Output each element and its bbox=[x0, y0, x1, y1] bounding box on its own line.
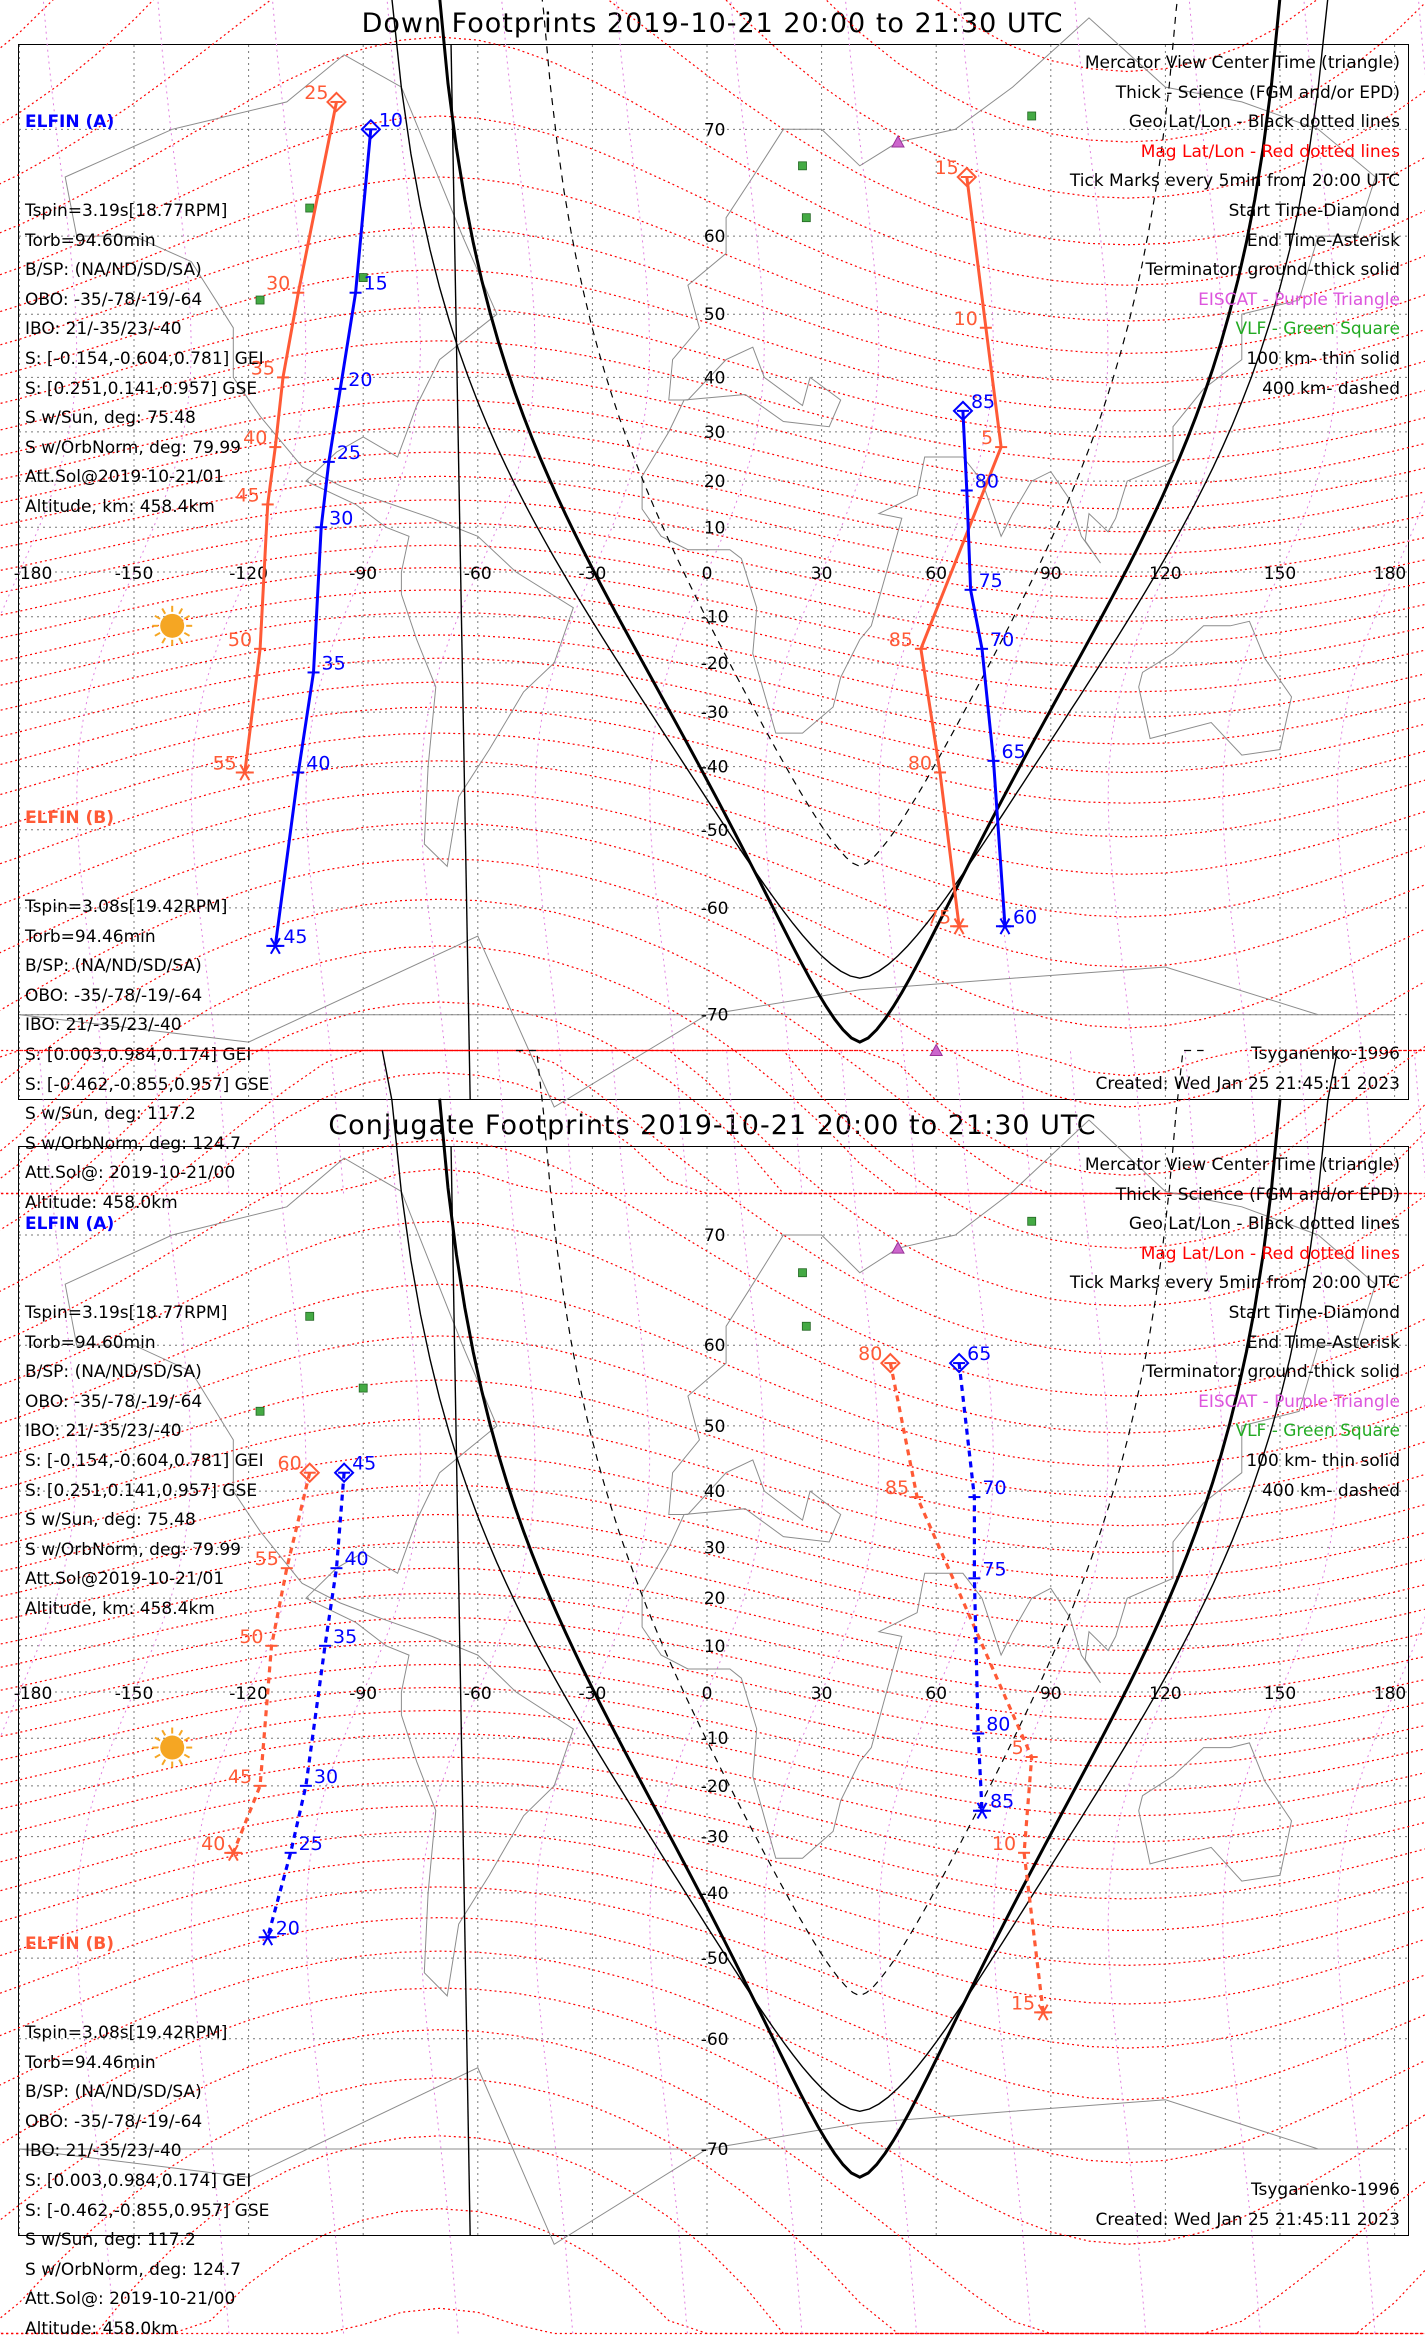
lon-tick-label: -30 bbox=[578, 1684, 607, 1704]
tick-label: 25 bbox=[298, 1832, 323, 1855]
sun-ray bbox=[162, 1760, 165, 1765]
panel-title-down: Down Footprints 2019-10-21 20:00 to 21:30 UTC bbox=[361, 8, 1064, 39]
footprint-trace bbox=[268, 1473, 344, 1938]
vlf-square bbox=[306, 204, 314, 212]
tick-label: 80 bbox=[907, 752, 933, 775]
tick-label: 20 bbox=[275, 1917, 300, 1940]
lat-tick-label: -10 bbox=[700, 1729, 729, 1750]
elfin-a-line: S: [0.251,0.141,0.957] GSE bbox=[25, 1480, 258, 1501]
elfin-a-line: S w/Sun, deg: 75.48 bbox=[25, 1510, 196, 1531]
tick-label: 80 bbox=[858, 1343, 883, 1366]
elfin-b-line: IBO: 21/-35/23/-40 bbox=[25, 2141, 182, 2162]
lat-tick-label: 60 bbox=[703, 1336, 726, 1357]
footer-info bbox=[1095, 2176, 1400, 2235]
elfin-b-line: OBO: -35/-78/-19/-64 bbox=[25, 985, 203, 1006]
lon-tick-label: -90 bbox=[349, 1684, 378, 1704]
sun-ray bbox=[155, 616, 160, 619]
vlf-square bbox=[799, 1269, 807, 1277]
lat-tick-label: -40 bbox=[700, 757, 729, 778]
created-label: Created: Wed Jan 25 21:45:11 2023 bbox=[1095, 1073, 1400, 1094]
vlf-square bbox=[802, 1322, 810, 1330]
legend-item: Start Time-Diamond bbox=[1228, 1302, 1400, 1323]
tick-label: 30 bbox=[266, 272, 291, 295]
lon-tick-label: -60 bbox=[463, 564, 492, 584]
lat-tick-label: 40 bbox=[703, 368, 726, 389]
tick-label: 25 bbox=[304, 81, 329, 104]
sun-ray bbox=[184, 1738, 189, 1741]
lon-tick-label: -180 bbox=[13, 1684, 53, 1704]
lon-tick-label: -120 bbox=[229, 1684, 268, 1704]
lat-tick-label: 70 bbox=[703, 1226, 726, 1247]
tick-label: 35 bbox=[321, 652, 346, 675]
tick-label: 10 bbox=[953, 307, 978, 330]
lat-tick-label: -20 bbox=[700, 653, 729, 674]
tick-label: 40 bbox=[306, 752, 331, 775]
elfin-b-line: B/SP: (NA/ND/SD/SA) bbox=[25, 956, 202, 977]
tick-label: 35 bbox=[250, 357, 275, 380]
lon-tick-label: 30 bbox=[810, 1684, 833, 1704]
lat-tick-label: -70 bbox=[700, 1005, 729, 1026]
lon-tick-label: -180 bbox=[13, 564, 53, 584]
lon-tick-label: -120 bbox=[229, 564, 268, 584]
legend-item: Mag Lat/Lon - Red dotted lines bbox=[1140, 141, 1400, 162]
elfin-b-line: B/SP: (NA/ND/SD/SA) bbox=[25, 2082, 202, 2103]
elfin-a-line: Torb=94.60min bbox=[25, 1332, 156, 1353]
legend-item: Terminator: ground-thick solid bbox=[1145, 260, 1400, 281]
sun-icon bbox=[160, 1736, 184, 1760]
tick-label: 60 bbox=[1012, 906, 1038, 929]
elfin-a-line: Tspin=3.19s[18.77RPM] bbox=[25, 1302, 228, 1323]
lon-tick-label: 90 bbox=[1039, 1684, 1062, 1704]
sun-icon bbox=[160, 614, 184, 638]
legend-item: 100 km- thin solid bbox=[1246, 348, 1400, 369]
sun-ray bbox=[179, 608, 182, 613]
legend-item: Thick - Science (FGM and/or EPD) bbox=[1115, 1184, 1400, 1205]
elfin-a-line: S: [-0.154,-0.604,0.781] GEI bbox=[25, 348, 264, 369]
tick-label: 40 bbox=[243, 427, 268, 450]
legend-item: Geo Lat/Lon - Black dotted lines bbox=[1128, 1214, 1400, 1235]
legend-item: Mercator View Center Time (triangle) bbox=[1084, 1155, 1400, 1175]
elfin-b-info bbox=[25, 745, 270, 1213]
tick-label: 65 bbox=[967, 1343, 992, 1366]
elfin-b-line: Torb=94.46min bbox=[25, 926, 156, 947]
panel-title-conjugate: Conjugate Footprints 2019-10-21 20:00 to 21:30 UTC bbox=[328, 1110, 1097, 1141]
created-label: Created: Wed Jan 25 21:45:11 2023 bbox=[1095, 2209, 1400, 2230]
sun-ray bbox=[179, 638, 182, 643]
lat-tick-label: 40 bbox=[703, 1482, 726, 1503]
lon-tick-label: 90 bbox=[1039, 564, 1062, 584]
tick-label: 15 bbox=[934, 156, 959, 179]
legend-item: EISCAT - Purple Triangle bbox=[1198, 289, 1400, 310]
lat-tick-label: 20 bbox=[703, 1589, 726, 1610]
tick-label: 85 bbox=[970, 390, 996, 413]
legend-item: Mag Lat/Lon - Red dotted lines bbox=[1140, 1243, 1400, 1264]
elfin-a-line: IBO: 21/-35/23/-40 bbox=[25, 319, 182, 340]
lat-tick-label: -50 bbox=[700, 1949, 729, 1970]
elfin-b-line: OBO: -35/-78/-19/-64 bbox=[25, 2111, 203, 2132]
footprint-trace bbox=[275, 129, 371, 946]
elfin-b-line: Att.Sol@: 2019-10-21/00 bbox=[25, 1163, 236, 1184]
tick-label: 55 bbox=[212, 752, 237, 775]
sun-ray bbox=[162, 638, 165, 643]
legend-item: Geo Lat/Lon - Black dotted lines bbox=[1128, 112, 1400, 133]
elfin-a-line: Altitude, km: 458.4km bbox=[25, 496, 215, 517]
legend bbox=[1070, 1151, 1400, 1506]
tick-label: 30 bbox=[313, 1765, 339, 1788]
lon-tick-label: 60 bbox=[925, 1684, 948, 1704]
tick-label: 25 bbox=[336, 441, 362, 464]
lat-tick-label: -10 bbox=[700, 607, 729, 628]
lon-tick-label: 150 bbox=[1263, 564, 1297, 584]
elfin-b-line: Att.Sol@: 2019-10-21/00 bbox=[25, 2289, 236, 2310]
tick-label: 20 bbox=[348, 368, 373, 391]
lat-tick-label: -30 bbox=[700, 1827, 729, 1848]
coastline bbox=[1139, 621, 1292, 755]
tick-label: 85 bbox=[884, 1477, 910, 1500]
model-label: Tsyganenko-1996 bbox=[1250, 2180, 1400, 2200]
lon-tick-label: 60 bbox=[925, 564, 948, 584]
vlf-square bbox=[799, 162, 807, 170]
elfin-b-line: IBO: 21/-35/23/-40 bbox=[25, 1015, 182, 1036]
legend-item: Start Time-Diamond bbox=[1228, 200, 1400, 221]
tick-label: 50 bbox=[227, 628, 253, 651]
tick-label: 10 bbox=[378, 109, 404, 132]
elfin-b-line: S w/OrbNorm, deg: 124.7 bbox=[25, 2259, 242, 2280]
tick-label: 75 bbox=[926, 906, 952, 929]
sun-ray bbox=[162, 1730, 165, 1735]
elfin-b-info bbox=[25, 1871, 270, 2339]
lon-tick-label: 0 bbox=[701, 564, 713, 584]
tick-label: 30 bbox=[329, 507, 354, 530]
elfin-b-line: S w/OrbNorm, deg: 124.7 bbox=[25, 1133, 242, 1154]
tick-label: 40 bbox=[344, 1548, 369, 1571]
map-panel-conjugate bbox=[13, 1146, 1409, 2339]
lat-tick-label: -20 bbox=[700, 1776, 729, 1797]
elfin-b-line: S: [-0.462,-0.855,0.957] GSE bbox=[25, 1074, 270, 1095]
tick-label: 10 bbox=[991, 1832, 1017, 1855]
lat-tick-label: 50 bbox=[703, 305, 726, 326]
elfin-b-line: Tspin=3.08s[19.42RPM] bbox=[25, 896, 228, 917]
lon-tick-label: -90 bbox=[349, 564, 378, 584]
elfin-a-line: IBO: 21/-35/23/-40 bbox=[25, 1421, 182, 1442]
model-label: Tsyganenko-1996 bbox=[1250, 1044, 1400, 1064]
lat-tick-label: -50 bbox=[700, 820, 729, 841]
elfin-a-line: Altitude, km: 458.4km bbox=[25, 1598, 215, 1619]
lon-tick-label: 30 bbox=[810, 564, 833, 584]
legend-item: VLF - Green Square bbox=[1235, 1421, 1400, 1442]
tick-label: 85 bbox=[888, 628, 913, 651]
elfin-a-line: S w/Sun, deg: 75.48 bbox=[25, 408, 196, 429]
tick-label: 75 bbox=[982, 1558, 1007, 1581]
elfin-b-label: ELFIN (B) bbox=[25, 1934, 115, 1955]
elfin-b-line: S: [0.003,0.984,0.174] GEI bbox=[25, 1044, 252, 1065]
elfin-b-line: Altitude: 458.0km bbox=[25, 2318, 178, 2339]
elfin-a-label: ELFIN (A) bbox=[25, 112, 115, 133]
lat-tick-label: -60 bbox=[700, 898, 729, 919]
elfin-a-line: S: [0.251,0.141,0.957] GSE bbox=[25, 378, 258, 399]
lat-tick-label: 30 bbox=[703, 422, 726, 443]
lon-tick-label: 120 bbox=[1149, 564, 1182, 584]
tick-label: 40 bbox=[201, 1832, 226, 1855]
legend-item: Mercator View Center Time (triangle) bbox=[1084, 53, 1400, 73]
sun-ray bbox=[179, 1760, 182, 1765]
legend-item: Thick - Science (FGM and/or EPD) bbox=[1115, 82, 1400, 103]
lat-tick-label: -60 bbox=[700, 2029, 729, 2050]
tick-label: 75 bbox=[978, 569, 1003, 592]
elfin-a-info bbox=[25, 1151, 264, 1619]
lat-tick-label: 20 bbox=[703, 472, 726, 493]
tick-label: 65 bbox=[1001, 740, 1026, 763]
sun-ray bbox=[179, 1730, 182, 1735]
lon-tick-label: -30 bbox=[578, 564, 607, 584]
elfin-a-line: S w/OrbNorm, deg: 79.99 bbox=[25, 1539, 242, 1560]
tick-label: 85 bbox=[990, 1790, 1015, 1813]
tick-label: 5 bbox=[981, 427, 994, 450]
vlf-square bbox=[359, 1384, 367, 1392]
legend-item: 400 km- dashed bbox=[1262, 1480, 1400, 1501]
legend-item: Terminator: ground-thick solid bbox=[1145, 1362, 1400, 1383]
tick-label: 50 bbox=[239, 1625, 264, 1648]
elfin-a-line: S w/OrbNorm, deg: 79.99 bbox=[25, 437, 242, 458]
tick-label: 5 bbox=[1011, 1736, 1024, 1759]
lon-tick-label: 0 bbox=[701, 1684, 713, 1704]
elfin-a-line: OBO: -35/-78/-19/-64 bbox=[25, 289, 203, 310]
footer-info bbox=[1095, 1040, 1400, 1099]
lat-tick-label: -40 bbox=[700, 1883, 729, 1904]
sun-ray bbox=[155, 633, 160, 636]
sun-ray bbox=[184, 1755, 189, 1758]
legend-item: 100 km- thin solid bbox=[1246, 1450, 1400, 1471]
tick-label: 35 bbox=[333, 1625, 358, 1648]
tick-label: 45 bbox=[283, 925, 308, 948]
lon-tick-label: 180 bbox=[1373, 564, 1407, 584]
lat-tick-label: 10 bbox=[703, 518, 726, 539]
lat-tick-label: 70 bbox=[703, 120, 726, 141]
lat-tick-label: 10 bbox=[703, 1636, 726, 1657]
legend-item: EISCAT - Purple Triangle bbox=[1198, 1391, 1400, 1412]
elfin-b-label: ELFIN (B) bbox=[25, 808, 115, 829]
sun-ray bbox=[184, 616, 189, 619]
legend-item: End Time-Asterisk bbox=[1246, 230, 1400, 251]
elfin-a-line: Torb=94.60min bbox=[25, 230, 156, 251]
elfin-a-line: B/SP: (NA/ND/SD/SA) bbox=[25, 260, 202, 281]
footprint-trace bbox=[959, 1363, 982, 1811]
elfin-a-line: Att.Sol@2019-10-21/01 bbox=[25, 467, 225, 488]
legend-item: Tick Marks every 5min from 20:00 UTC bbox=[1069, 1273, 1400, 1294]
lat-tick-label: -30 bbox=[700, 703, 729, 724]
elfin-b-line: Torb=94.46min bbox=[25, 2052, 156, 2073]
vlf-square bbox=[1028, 1217, 1036, 1225]
lat-tick-label: -70 bbox=[700, 2139, 729, 2160]
elfin-b-line: S w/Sun, deg: 117.2 bbox=[25, 2230, 196, 2251]
tick-label: 60 bbox=[277, 1452, 302, 1475]
lon-tick-label: -60 bbox=[463, 1684, 492, 1704]
mag-parallel bbox=[0, 635, 1425, 744]
footprint-trace bbox=[921, 177, 1001, 929]
legend-item: VLF - Green Square bbox=[1235, 319, 1400, 340]
legend-item: End Time-Asterisk bbox=[1246, 1332, 1400, 1353]
tick-label: 80 bbox=[974, 470, 999, 493]
elfin-a-line: Att.Sol@2019-10-21/01 bbox=[25, 1569, 225, 1590]
sun-ray bbox=[184, 633, 189, 636]
lat-tick-label: 30 bbox=[703, 1538, 726, 1559]
legend-item: Tick Marks every 5min from 20:00 UTC bbox=[1069, 171, 1400, 192]
vlf-square bbox=[306, 1312, 314, 1320]
elfin-a-line: B/SP: (NA/ND/SD/SA) bbox=[25, 1362, 202, 1383]
elfin-a-line: Tspin=3.19s[18.77RPM] bbox=[25, 200, 228, 221]
sun-ray bbox=[155, 1755, 160, 1758]
tick-label: 45 bbox=[235, 484, 260, 507]
sun-ray bbox=[155, 1738, 160, 1741]
tick-label: 70 bbox=[982, 1477, 1007, 1500]
lon-tick-label: 180 bbox=[1373, 1684, 1407, 1704]
lon-tick-label: 120 bbox=[1149, 1684, 1182, 1704]
lon-tick-label: 150 bbox=[1263, 1684, 1297, 1704]
tick-label: 55 bbox=[254, 1548, 279, 1571]
elfin-b-line: S: [0.003,0.984,0.174] GEI bbox=[25, 2170, 252, 2191]
lat-tick-label: 60 bbox=[703, 227, 726, 248]
tick-label: 70 bbox=[990, 628, 1015, 651]
elfin-a-info bbox=[25, 49, 264, 517]
coastline bbox=[1139, 1743, 1292, 1881]
sun-ray bbox=[162, 608, 165, 613]
tick-label: 80 bbox=[986, 1713, 1011, 1736]
lon-tick-label: -150 bbox=[114, 564, 154, 584]
tick-label: 15 bbox=[1010, 1992, 1036, 2015]
elfin-a-line: OBO: -35/-78/-19/-64 bbox=[25, 1391, 203, 1412]
legend-item: 400 km- dashed bbox=[1262, 378, 1400, 399]
elfin-b-line: Tspin=3.08s[19.42RPM] bbox=[25, 2022, 228, 2043]
elfin-a-line: S: [-0.154,-0.604,0.781] GEI bbox=[25, 1450, 264, 1471]
tick-label: 15 bbox=[363, 272, 388, 295]
elfin-a-label: ELFIN (A) bbox=[25, 1214, 115, 1235]
vlf-square bbox=[1028, 112, 1036, 120]
lat-tick-label: 50 bbox=[703, 1416, 726, 1437]
elfin-b-line: Altitude: 458.0km bbox=[25, 1192, 178, 1213]
tick-label: 45 bbox=[352, 1452, 377, 1475]
tick-label: 45 bbox=[227, 1765, 253, 1788]
legend bbox=[1070, 49, 1400, 404]
vlf-square bbox=[802, 214, 810, 222]
elfin-b-line: S w/Sun, deg: 117.2 bbox=[25, 1104, 196, 1125]
lon-tick-label: -150 bbox=[114, 1684, 154, 1704]
elfin-b-line: S: [-0.462,-0.855,0.957] GSE bbox=[25, 2200, 270, 2221]
